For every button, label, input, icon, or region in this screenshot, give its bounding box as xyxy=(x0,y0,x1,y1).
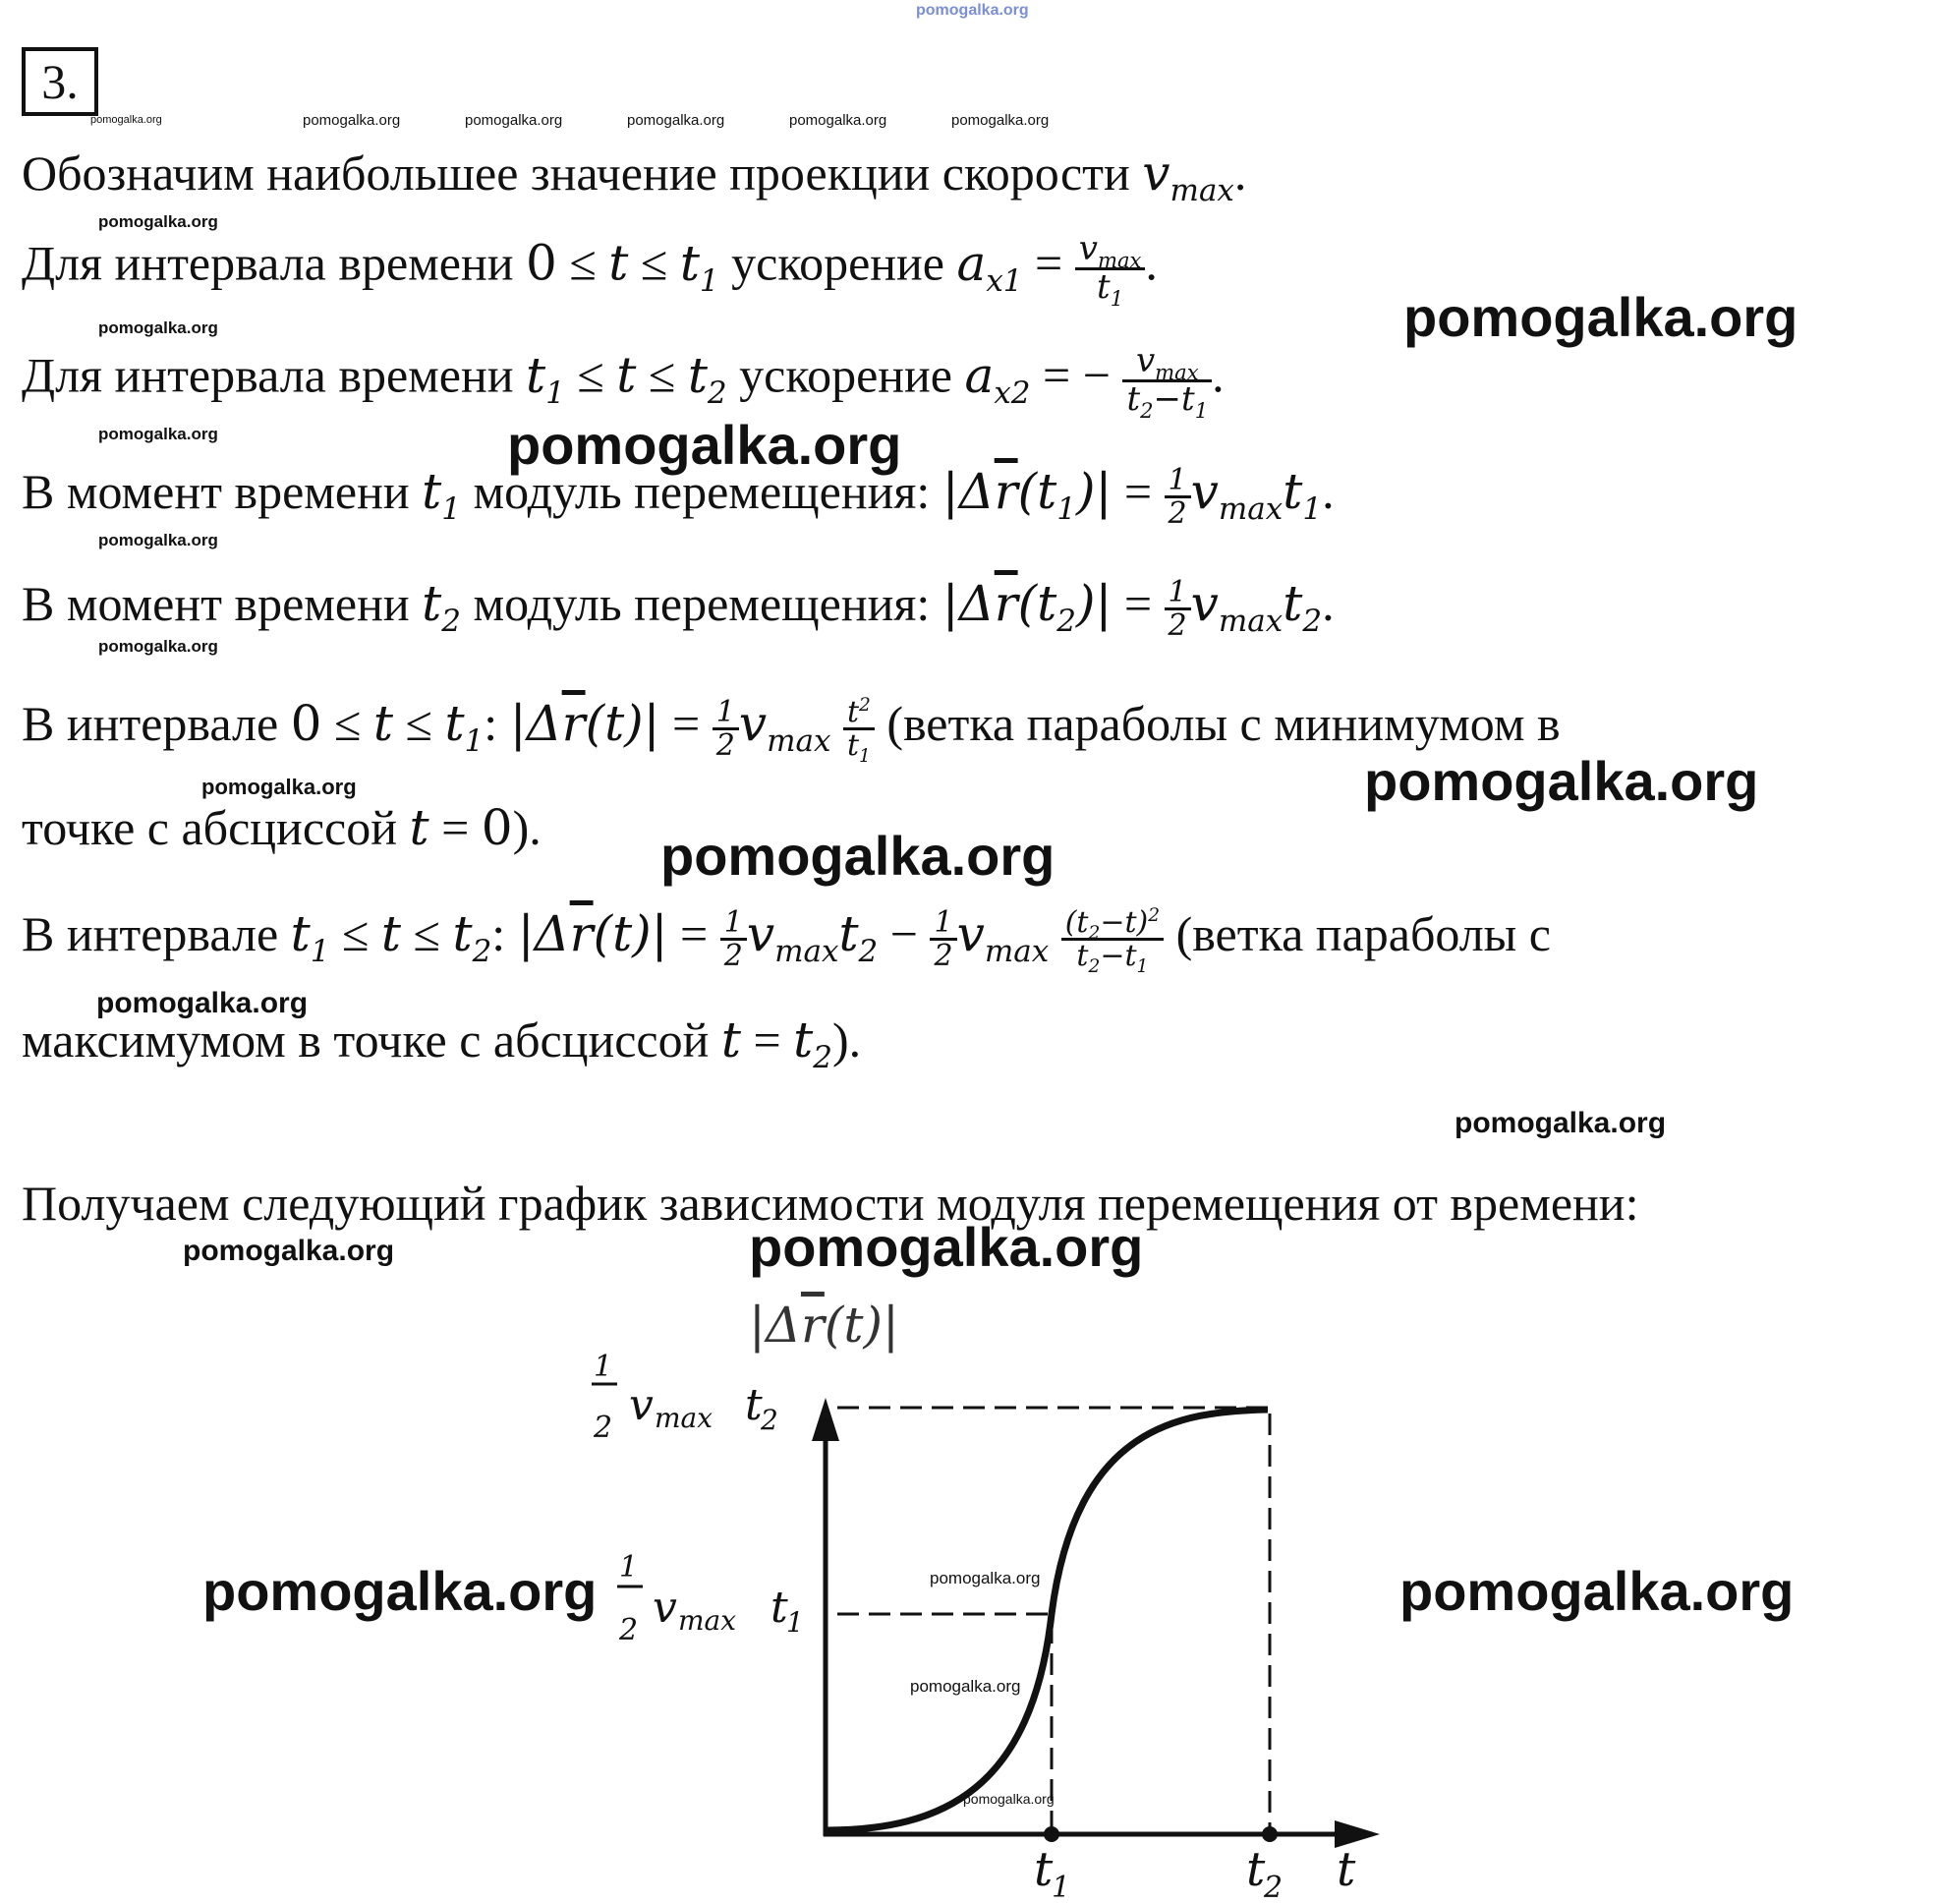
fraction-vmax-t2-t1: $\frac{v_{max}}{t_2-t_1}$ xyxy=(1122,344,1212,417)
watermark: pomogalka.org xyxy=(96,987,309,1019)
line-5-mid: модуль перемещения: xyxy=(473,576,931,631)
x-tick-t1-label xyxy=(1034,1842,1070,1904)
watermark-large: pomogalka.org xyxy=(202,1560,598,1622)
watermark-large: pomogalka.org xyxy=(749,1216,1144,1278)
x-tick-t2-label xyxy=(1246,1842,1283,1904)
line-9-text: максимумом в точке с абсциссой xyxy=(22,1012,710,1067)
vmax-symbol: $v_{max}$ xyxy=(1142,144,1234,208)
watermark: pomogalka.org xyxy=(183,1235,395,1267)
svg-text:v: v xyxy=(653,1583,677,1633)
point-t2 xyxy=(1262,1826,1278,1842)
watermark-large: pomogalka.org xyxy=(660,825,1056,887)
watermark-large: pomogalka.org xyxy=(1399,1560,1795,1622)
watermark: pomogalka.org xyxy=(98,531,218,549)
line-5-text: В момент времени xyxy=(22,576,410,631)
line-3-text: Для интервала времени xyxy=(22,347,514,403)
watermark: pomogalka.org xyxy=(910,1677,1021,1696)
line-8-text: В интервале xyxy=(22,906,279,961)
line-1-text: Обозначим наибольшее значение проекции скорости xyxy=(22,145,1130,201)
watermark: pomogalka.org xyxy=(303,112,401,129)
watermark-large: pomogalka.org xyxy=(1364,750,1759,812)
watermark: pomogalka.org xyxy=(465,112,563,129)
svg-text:2: 2 xyxy=(761,1404,778,1436)
line-4-text: В момент времени xyxy=(22,464,410,519)
chart-ylabel: $|\Delta\overline{r}(t)|$ xyxy=(749,1297,899,1354)
watermark: pomogalka.org xyxy=(951,112,1050,129)
line-10-text: Получаем следующий график зависимости модуля перемещения от времени: xyxy=(22,1176,1639,1231)
svg-text:t: t xyxy=(745,1380,763,1430)
fraction-vmax-t1: $\frac{v_{max}}{t_1}$ xyxy=(1075,232,1146,305)
svg-text:2: 2 xyxy=(594,1411,613,1445)
watermark: pomogalka.org xyxy=(90,114,162,126)
task-number: 3. xyxy=(22,47,98,116)
line-2-mid: ускорение xyxy=(731,235,944,291)
svg-text:1: 1 xyxy=(619,1550,639,1585)
text-line-6: В интервале $0 \le t \le t_1$: $|\Delta\overline{r}(t)|$ = $\frac{1}{2}$ $v_{max}$ $\frac{t^2}{t_1}$ (ветка параболы с минимумом в xyxy=(22,694,1561,768)
svg-text:2: 2 xyxy=(619,1613,639,1647)
watermark-top: pomogalka.org xyxy=(916,2,1029,19)
watermark: pomogalka.org xyxy=(789,112,887,129)
svg-text:t: t xyxy=(1034,1842,1054,1897)
text-line-9: максимумом в точке с абсциссой $t = t_2$). xyxy=(22,1011,862,1075)
line-8-tail: (ветка параболы с xyxy=(1175,906,1551,961)
svg-text:1: 1 xyxy=(594,1350,613,1384)
watermark: pomogalka.org xyxy=(627,112,725,129)
point-t1 xyxy=(1044,1826,1059,1842)
line-4-mid: модуль перемещения: xyxy=(473,464,931,519)
watermark: pomogalka.org xyxy=(98,318,218,337)
text-line-4: В момент времени $t_1$ модуль перемещения: $|\Delta\overline{r}(t_1)|$ = $\frac{1}{2}$ $v_{max}t_1$. xyxy=(22,462,1335,532)
svg-text:t: t xyxy=(1246,1842,1266,1897)
displacement-curve xyxy=(826,1410,1268,1830)
line-6-text: В интервале xyxy=(22,696,279,751)
watermark: pomogalka.org xyxy=(201,775,357,799)
y-axis-arrow xyxy=(812,1398,839,1441)
x-axis-label: t xyxy=(1337,1842,1356,1897)
svg-text:1: 1 xyxy=(786,1606,804,1639)
watermark: pomogalka.org xyxy=(98,637,218,656)
svg-text:max: max xyxy=(678,1604,737,1637)
text-line-2: Для интервала времени $0 \le t \le t_1$ ускорение $a_{x1}$ = $\frac{v_{max}}{t_1}$ . xyxy=(22,229,1158,311)
watermark: pomogalka.org xyxy=(963,1791,1055,1807)
svg-text:t: t xyxy=(770,1583,788,1633)
watermark-large: pomogalka.org xyxy=(1403,286,1798,348)
text-line-3: Для интервала времени $t_1 \le t \le t_2$ ускорение $a_{x2}$ = − $\frac{v_{max}}{t_2-t_1}$ . xyxy=(22,341,1225,423)
y-tick-mid-label xyxy=(617,1550,804,1647)
line-6-tail: (ветка параболы с минимумом в xyxy=(886,696,1561,751)
watermark: pomogalka.org xyxy=(930,1569,1041,1587)
svg-text:1: 1 xyxy=(1052,1871,1071,1904)
text-line-7: точке с абсциссой t = 0). xyxy=(22,799,542,856)
line-3-mid: ускорение xyxy=(739,347,953,403)
text-line-8: В интервале $t_1 \le t \le t_2$: $|\Delta\overline{r}(t)|$ = $\frac{1}{2}$ $v_{max}t_2$ − $\frac{1}{2}$ $v_{max}$ $\frac{(t_2-t)^2}{t_2-t_1}$ (ветка параболы с xyxy=(22,904,1551,978)
y-tick-top-label xyxy=(592,1350,778,1445)
svg-text:max: max xyxy=(655,1402,713,1434)
watermark-large: pomogalka.org xyxy=(507,414,902,476)
watermark: pomogalka.org xyxy=(1455,1107,1667,1139)
watermark: pomogalka.org xyxy=(98,425,218,443)
line-7-text: точке с абсциссой xyxy=(22,800,397,855)
svg-text:2: 2 xyxy=(1264,1871,1284,1904)
svg-text:v: v xyxy=(629,1380,654,1430)
text-line-5: В момент времени $t_2$ модуль перемещения: $|\Delta\overline{r}(t_2)|$ = $\frac{1}{2}$ $v_{max}t_2$. xyxy=(22,574,1335,644)
text-line-1: Обозначим наибольшее значение проекции скорости $v_{max}$. xyxy=(22,144,1247,208)
watermark: pomogalka.org xyxy=(98,212,218,231)
line-2-text: Для интервала времени xyxy=(22,235,514,291)
